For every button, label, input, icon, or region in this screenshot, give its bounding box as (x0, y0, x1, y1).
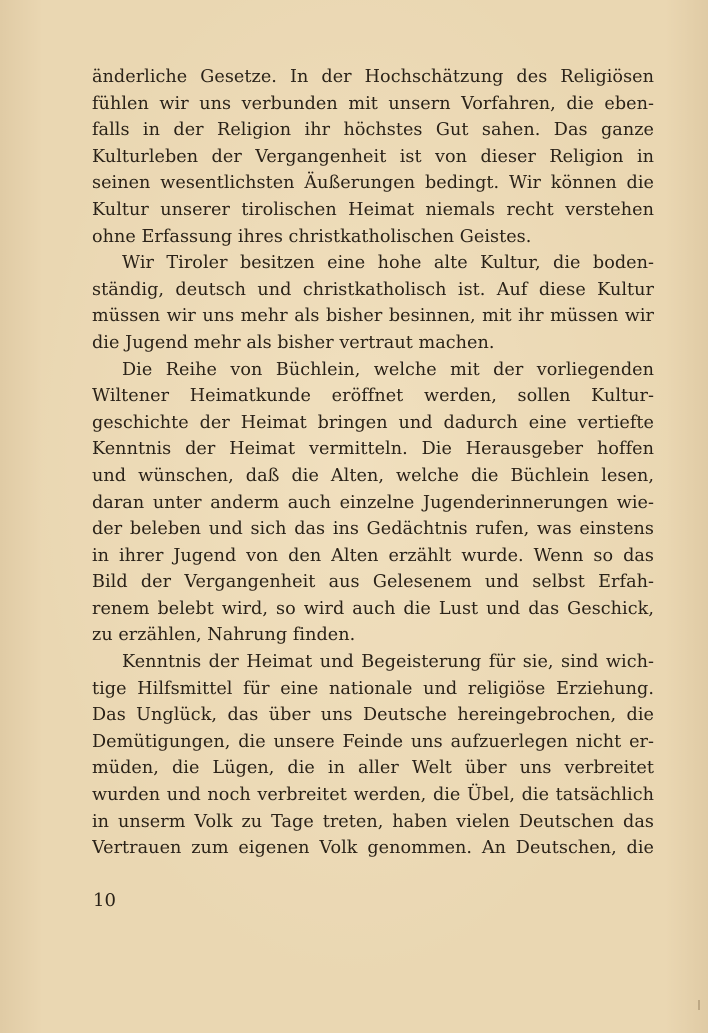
text-line: seinen wesentlichsten Äußerungen bedingt. Wir können die (92, 173, 654, 194)
text-line: in ihrer Jugend von den Alten erzählt wurde. Wenn so das (92, 545, 654, 566)
text-line: Kulturleben der Vergangenheit ist von dieser Religion in (92, 146, 654, 167)
text-line: der beleben und sich das ins Gedächtnis rufen, was einstens (92, 519, 654, 540)
text-line: renem belebt wird, so wird auch die Lust und das Geschick, (92, 598, 654, 619)
paragraph-start-line: Kenntnis der Heimat und Begeisterung für sie, sind wich- (122, 652, 654, 673)
text-line: daran unter anderm auch einzelne Jugenderinnerungen wie- (92, 492, 654, 513)
text-line: tige Hilfsmittel für eine nationale und religiöse Erziehung. (92, 678, 654, 699)
text-line: ständig, deutsch und christkatholisch ist. Auf diese Kultur (92, 279, 654, 300)
text-line: Demütigungen, die unsere Feinde uns aufzuerlegen nicht er- (92, 731, 654, 752)
text-line: Das Unglück, das über uns Deutsche hereingebrochen, die (92, 705, 654, 726)
page-number: 10 (93, 890, 116, 911)
text-line: fühlen wir uns verbunden mit unsern Vorfahren, die eben- (92, 93, 654, 114)
text-line: Wiltener Heimatkunde eröffnet werden, sollen Kultur- (92, 386, 654, 407)
text-line: und wünschen, daß die Alten, welche die Büchlein lesen, (92, 465, 654, 486)
text-line: die Jugend mehr als bisher vertraut machen. (92, 332, 495, 353)
text-line: Vertrauen zum eigenen Volk genommen. An Deutschen, die (92, 838, 654, 859)
text-line: in unserm Volk zu Tage treten, haben vielen Deutschen das (92, 811, 654, 832)
text-line: falls in der Religion ihr höchstes Gut sahen. Das ganze (92, 120, 654, 141)
page-edge-mark (698, 1000, 700, 1010)
body-text (92, 64, 654, 862)
text-line: müden, die Lügen, die in aller Welt über uns verbreitet (92, 758, 654, 779)
text-line: zu erzählen, Nahrung finden. (92, 625, 356, 646)
paragraph-start-line: Die Reihe von Büchlein, welche mit der vorliegenden (122, 359, 654, 380)
text-line: müssen wir uns mehr als bisher besinnen, mit ihr müssen wir (92, 306, 654, 327)
text-line: Kultur unserer tirolischen Heimat niemals recht verstehen (92, 199, 654, 220)
text-line: ohne Erfassung ihres christkatholischen Geistes. (92, 226, 532, 247)
text-line: änderliche Gesetze. In der Hochschätzung des Religiösen (92, 67, 654, 87)
text-line: wurden und noch verbreitet werden, die Übel, die tatsächlich (92, 785, 654, 806)
text-line: Bild der Vergangenheit aus Gelesenem und selbst Erfah- (92, 572, 654, 593)
text-line: Kenntnis der Heimat vermitteln. Die Herausgeber hoffen (92, 439, 654, 460)
paragraph-start-line: Wir Tiroler besitzen eine hohe alte Kultur, die boden- (122, 253, 654, 274)
text-line: geschichte der Heimat bringen und dadurch eine vertiefte (92, 412, 654, 433)
